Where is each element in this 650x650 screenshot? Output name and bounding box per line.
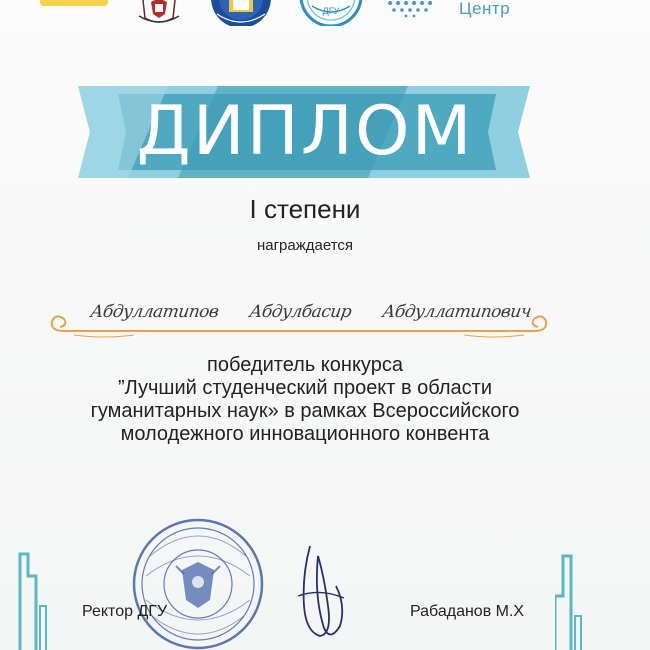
dgu-small-text: ДГУ — [322, 6, 340, 16]
official-seal-icon — [130, 516, 266, 650]
awarded-text: награждается — [256, 237, 354, 254]
dots-logo-icon — [380, 0, 440, 20]
signature-scribble — [280, 536, 360, 650]
rector-label: Ректор ДГУ — [82, 603, 168, 620]
right-decor-lines — [555, 546, 635, 650]
award-line-2: ”Лучший студенческий проект в области — [117, 377, 492, 399]
degree-text: I степени — [249, 194, 361, 224]
crest-logo-icon — [135, 0, 183, 26]
recipient-first-name: Абдулбасир — [248, 302, 353, 322]
university-emblem-icon — [205, 0, 277, 26]
recipient-name-handwritten — [90, 302, 530, 330]
logos-strip — [0, 0, 650, 36]
award-description — [0, 354, 610, 446]
recipient-patronymic: Абдуллатипович — [380, 302, 532, 322]
award-line-4: молодежного инновационного конвента — [120, 423, 490, 445]
recipient-surname: Абдуллатипов — [89, 302, 220, 322]
dgu-logo-icon — [292, 0, 370, 26]
diploma-title: ДИПЛОМ — [136, 92, 474, 171]
award-line-3: гуманитарных наук» в рамках Всероссийского — [90, 400, 520, 422]
left-decor-lines — [10, 546, 70, 650]
centr-logo-label: Центр — [459, 0, 511, 18]
award-line-1: победитель конкурса — [207, 354, 403, 376]
signer-name: Рабаданов М.Х — [410, 603, 525, 620]
yellow-logo-icon — [40, 0, 108, 6]
